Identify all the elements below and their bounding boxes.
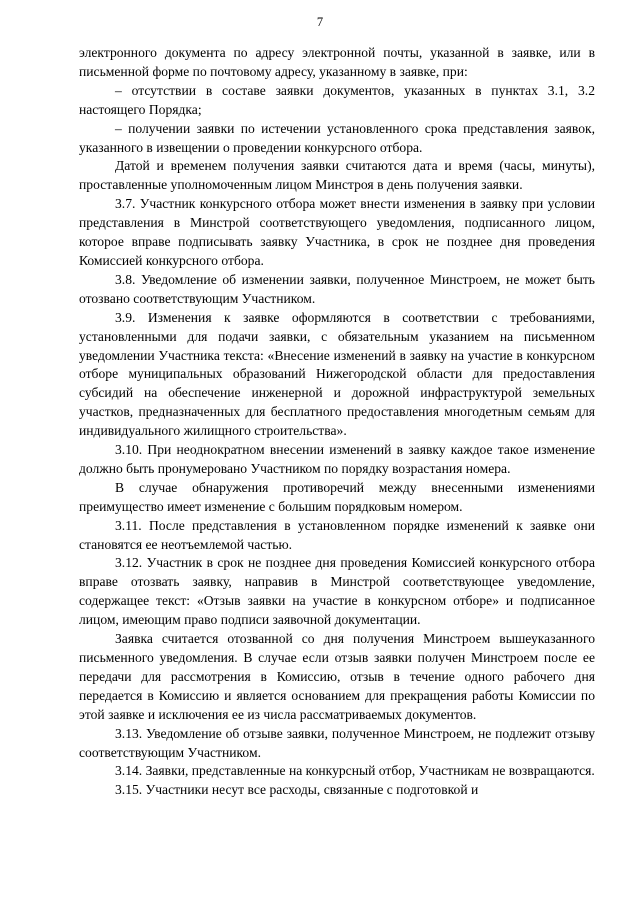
paragraph-3-9: 3.9. Изменения к заявке оформляются в соответствии с требованиями, установленными для подачи заявки, с обязательным указанием на письменном уведомлении Участника текста: «Внесение изменений в заявку на участие в конкурсном отборе муниципальных образований Нижегородской области для предоставления субсидий на обеспечение инженерной и дорожной инфраструктурой земельных участков, предназначенных для бесплатного предоставления многодетным семьям для индивидуального жилищного строительства».	[79, 309, 595, 439]
paragraph-3-14: 3.14. Заявки, представленные на конкурсный отбор, Участникам не возвращаются.	[115, 763, 595, 779]
page-number: 7	[316, 15, 324, 29]
paragraph-continuation: электронного документа по адресу электронной почты, указанной в заявке, или в письменной форме по почтовому адресу, указанному в заявке, при:	[79, 45, 595, 79]
paragraph-3-7: 3.7. Участник конкурсного отбора может внести изменения в заявку при условии представления в Минстрой соответствующего уведомления, подписанного лицом, которое вправе подписывать заявку Участника, в срок не позднее дня проведения Комиссией конкурсного отбора.	[79, 196, 595, 268]
document-body	[79, 44, 595, 800]
paragraph-3-10: 3.10. При неоднократном внесении изменений в заявку каждое такое изменение должно быть пронумеровано Участником по порядку возрастания номера.	[79, 442, 595, 476]
paragraph-3-13: 3.13. Уведомление об отзыве заявки, полученное Минстроем, не подлежит отзыву соответствующим Участником.	[79, 725, 595, 760]
paragraph-contradictions: В случае обнаружения противоречий между внесенными изменениями преимущество имеет изменение с большим порядковым номером.	[79, 479, 595, 514]
paragraph-withdrawal: Заявка считается отозванной со дня получения Минстроем вышеуказанного письменного уведомления. В случае если отзыв заявки получен Минстроем после ее передачи для рассмотрения в Комиссию, отзыв в течение одного рабочего дня передается в Комиссию и является основанием для прекращения работы Комиссии по этой заявке и исключения ее из числа рассматриваемых документов.	[79, 631, 595, 722]
paragraph-receipt-date: Датой и временем получения заявки считаются дата и время (часы, минуты), проставленные уполномоченным лицом Минстроя в день получения заявки.	[79, 158, 595, 193]
list-item-late-submission: – получении заявки по истечении установленного срока представления заявок, указанного в извещении о проведении конкурсного отбора.	[79, 120, 595, 155]
paragraph-3-15: 3.15. Участники несут все расходы, связанные с подготовкой и	[115, 782, 479, 798]
paragraph-3-11: 3.11. После представления в установленном порядке изменений к заявке они становятся ее неотъемлемой частью.	[79, 517, 595, 552]
paragraph-3-12: 3.12. Участник в срок не позднее дня проведения Комиссией конкурсного отбора вправе отозвать заявку, направив в Минстрой соответствующее уведомление, содержащее текст: «Отзыв заявки на участие в конкурсном отборе» и подписанное лицом, имеющим право подписи заявочной документации.	[79, 555, 595, 628]
list-item-missing-documents: – отсутствии в составе заявки документов, указанных в пунктах 3.1, 3.2 настоящего Порядка;	[79, 82, 595, 117]
paragraph-3-8: 3.8. Уведомление об изменении заявки, полученное Минстроем, не может быть отозвано соответствующим Участником.	[79, 271, 595, 306]
